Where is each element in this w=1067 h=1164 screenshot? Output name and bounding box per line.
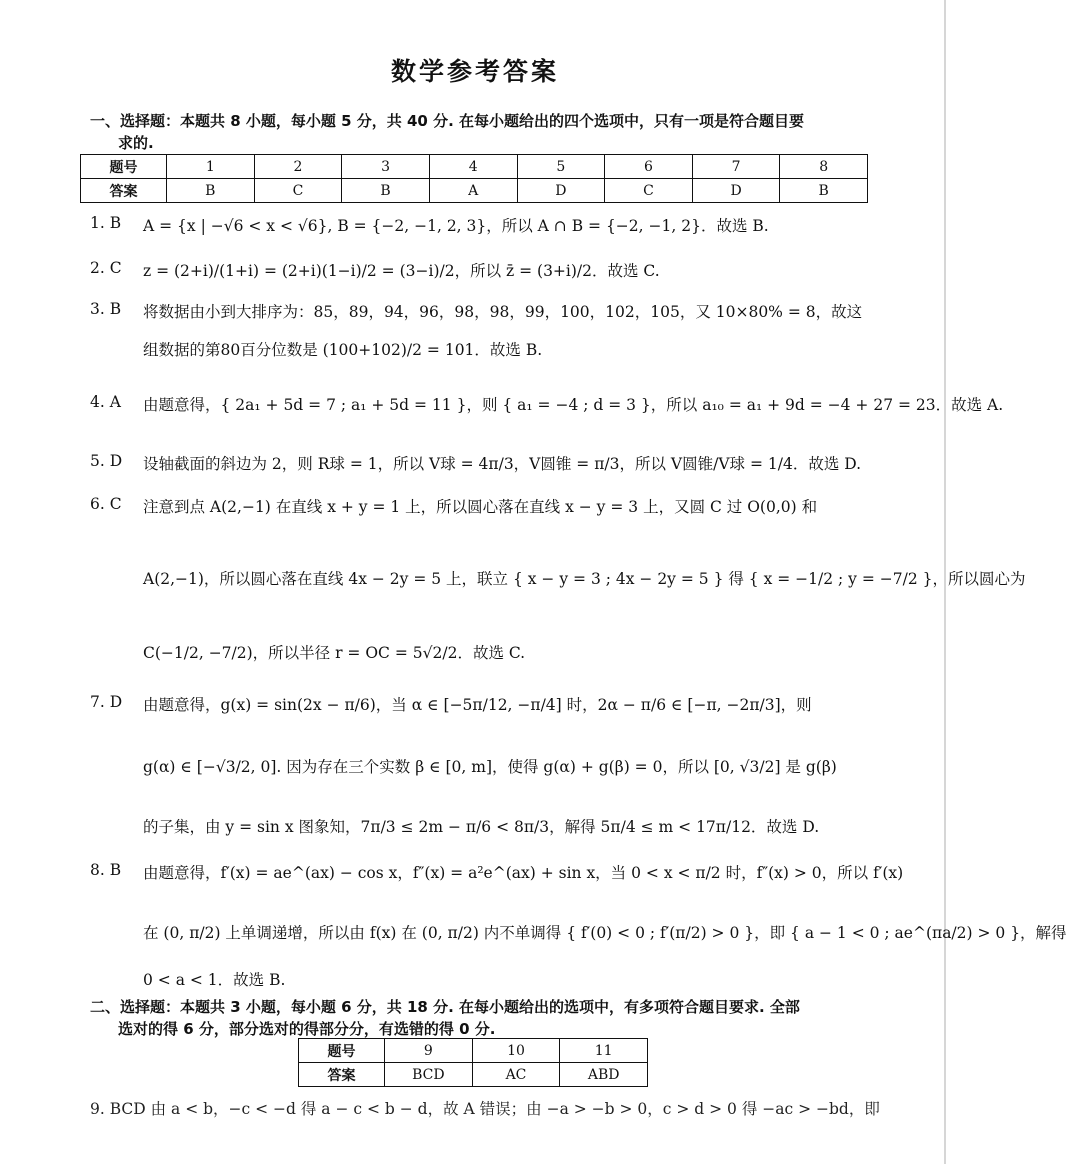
section2-answer-table	[298, 1038, 648, 1087]
row-label: 题号	[81, 155, 167, 179]
solution-8-number: 8. B	[90, 861, 122, 879]
section1-heading-cont: 求的.	[118, 134, 154, 152]
solution-7-line: 的子集，由 y = sin x 图象知，7π/3 ≤ 2m − π/6 < 8π/3，解得 5π/4 ≤ m < 17π/12．故选 D.	[143, 818, 820, 836]
solution-7-number: 7. D	[90, 693, 123, 711]
solution-5-number: 5. D	[90, 452, 123, 470]
table-row	[81, 179, 868, 203]
solution-2-line: z = (2+i)/(1+i) = (2+i)(1−i)/2 = (3−i)/2，所以 z̄ = (3+i)/2．故选 C.	[143, 262, 660, 280]
table-cell: 10	[472, 1039, 560, 1063]
solution-7-line: 由题意得，g(x) = sin(2x − π/6)，当 α ∈ [−5π/12, −π/4] 时，2α − π/6 ∈ [−π, −2π/3]，则	[143, 696, 812, 714]
table-cell: B	[780, 179, 868, 203]
table-cell: 11	[560, 1039, 648, 1063]
solution-8-line: 0 < a < 1．故选 B.	[143, 971, 286, 989]
solution-4-number: 4. A	[90, 393, 121, 411]
table-cell: ABD	[560, 1063, 648, 1087]
table-cell: D	[517, 179, 605, 203]
solution-4-line: 由题意得，{ 2a₁ + 5d = 7 ; a₁ + 5d = 11 }，则 { a₁ = −4 ; d = 3 }，所以 a₁₀ = a₁ + 9d = −4 + 27 = 23．故选 A.	[143, 396, 1004, 414]
table-cell: C	[605, 179, 693, 203]
table-row	[299, 1039, 648, 1063]
table-cell: 3	[342, 155, 430, 179]
table-cell: 4	[429, 155, 517, 179]
section2-heading	[90, 996, 870, 1040]
section2-heading-cont: 选对的得 6 分，部分选对的得部分分，有选错的得 0 分.	[118, 1020, 496, 1038]
solution-3-line: 将数据由小到大排序为：85，89，94，96，98，98，99，100，102，105，又 10×80% = 8，故这	[143, 303, 863, 321]
table-cell: 2	[254, 155, 342, 179]
solution-3-number: 3. B	[90, 300, 122, 318]
solution-6-line: A(2,−1)，所以圆心落在直线 4x − 2y = 5 上，联立 { x − y = 3 ; 4x − 2y = 5 } 得 { x = −1/2 ; y = −7/2 }，所以圆心为	[143, 570, 1026, 588]
table-cell: BCD	[385, 1063, 473, 1087]
section1-heading-text: 一、选择题：本题共 8 小题，每小题 5 分，共 40 分. 在每小题给出的四个选项中，只有一项是符合题目要	[90, 112, 805, 130]
solution-9-cutoff	[90, 1100, 880, 1118]
solution-6-line: C(−1/2, −7/2)，所以半径 r = OC = 5√2/2．故选 C.	[143, 644, 526, 662]
row-label: 答案	[81, 179, 167, 203]
solution-1-line: A = {x | −√6 < x < √6}, B = {−2, −1, 2, 3}，所以 A ∩ B = {−2, −1, 2}．故选 B.	[143, 217, 769, 235]
table-cell: B	[167, 179, 255, 203]
table-cell: 5	[517, 155, 605, 179]
table-row	[299, 1063, 648, 1087]
solution-3-line: 组数据的第80百分位数是 (100+102)/2 = 101．故选 B.	[143, 341, 543, 359]
row-label: 题号	[299, 1039, 385, 1063]
row-label: 答案	[299, 1063, 385, 1087]
table-cell: 1	[167, 155, 255, 179]
solution-6-number: 6. C	[90, 495, 122, 513]
table-row	[81, 155, 868, 179]
table-cell: C	[254, 179, 342, 203]
table-cell: 8	[780, 155, 868, 179]
solution-9-cutoff-text: 9. BCD 由 a < b，−c < −d 得 a − c < b − d，故 A 错误；由 −a > −b > 0，c > d > 0 得 −ac > −bd，即	[90, 1100, 880, 1118]
section2-heading-text: 二、选择题：本题共 3 小题，每小题 6 分，共 18 分. 在每小题给出的选项中，有多项符合题目要求. 全部	[90, 998, 800, 1016]
table-cell: AC	[472, 1063, 560, 1087]
solution-6-line: 注意到点 A(2,−1) 在直线 x + y = 1 上，所以圆心落在直线 x − y = 3 上，又圆 C 过 O(0,0) 和	[143, 498, 818, 516]
table-cell: D	[692, 179, 780, 203]
page-title: 数学参考答案	[390, 57, 559, 86]
table-cell: 6	[605, 155, 693, 179]
table-cell: 9	[385, 1039, 473, 1063]
table-cell: 7	[692, 155, 780, 179]
solution-7-line: g(α) ∈ [−√3/2, 0]. 因为存在三个实数 β ∈ [0, m]，使得 g(α) + g(β) = 0，所以 [0, √3/2] 是 g(β)	[143, 758, 837, 776]
table-cell: A	[429, 179, 517, 203]
solution-1-number: 1. B	[90, 214, 122, 232]
section1-answer-table	[80, 154, 868, 203]
solution-8-line: 在 (0, π/2) 上单调递增，所以由 f(x) 在 (0, π/2) 内不单调得 { f′(0) < 0 ; f′(π/2) > 0 }，即 { a − 1 < 0 ; ae^(πa/2) > 0 }，解得	[143, 924, 1067, 942]
solution-8-line: 由题意得，f′(x) = ae^(ax) − cos x，f″(x) = a²e^(ax) + sin x，当 0 < x < π/2 时，f″(x) > 0，所以 f′(x)	[143, 864, 904, 882]
table-cell: B	[342, 179, 430, 203]
section1-heading	[90, 110, 870, 154]
solution-5-line: 设轴截面的斜边为 2，则 R球 = 1，所以 V球 = 4π/3，V圆锥 = π/3，所以 V圆锥/V球 = 1/4．故选 D.	[143, 455, 862, 473]
solution-2-number: 2. C	[90, 259, 122, 277]
